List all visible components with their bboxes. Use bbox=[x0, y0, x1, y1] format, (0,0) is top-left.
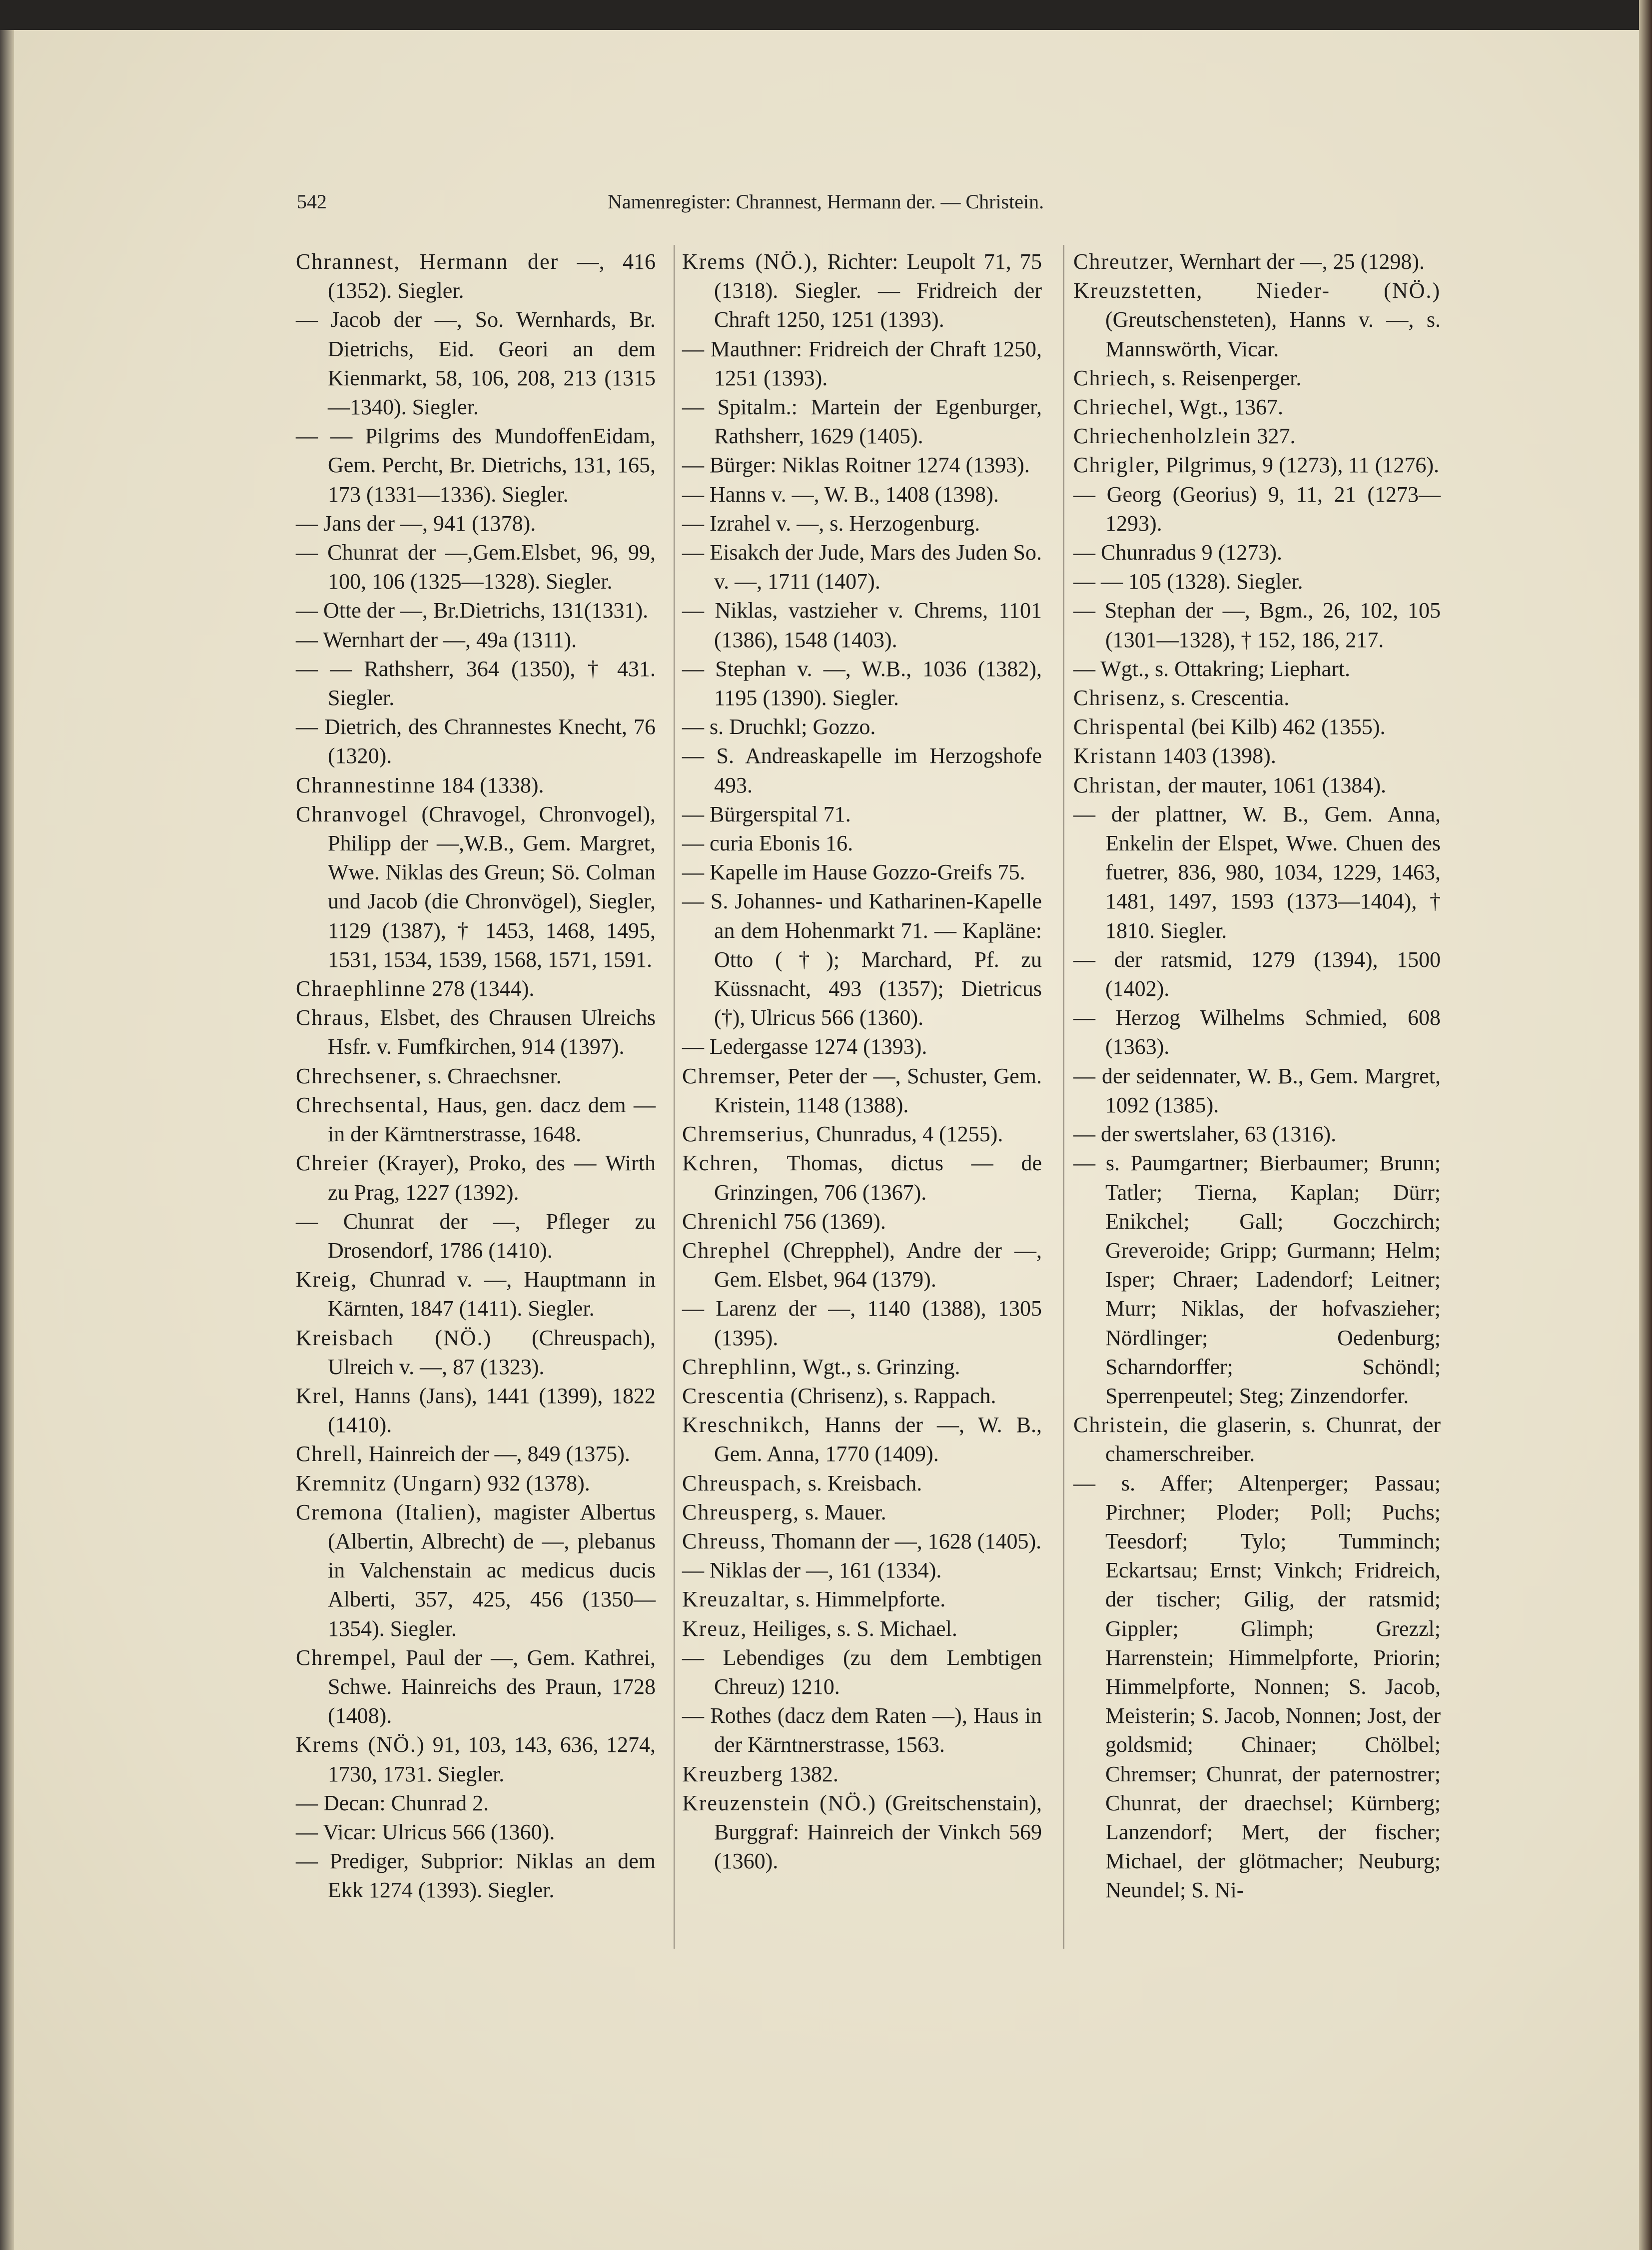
entry-text: — Chunrat der —, Pfleger zu Drosendorf, 1786 (1410). bbox=[296, 1209, 656, 1263]
entry-text: (Greitschenstain), Burggraf: Hainreich der Vinkch 569 (1360). bbox=[714, 1790, 1042, 1874]
entry-text: 756 (1369). bbox=[778, 1209, 886, 1234]
index-entry bbox=[296, 247, 656, 305]
entry-text: s. Reisenperger. bbox=[1156, 365, 1302, 390]
index-entry bbox=[296, 771, 656, 800]
index-entry bbox=[682, 742, 1042, 799]
entry-text: magister Albertus (Albertin, Albrecht) de —, plebanus in Valchenstain ac medicus ducis Alberti, 357, 425, 456 (1350—1354). Siegler. bbox=[328, 1500, 656, 1641]
index-entry bbox=[1073, 1411, 1441, 1469]
entry-text: Chunradus, 4 (1255). bbox=[811, 1122, 1003, 1147]
index-column-2 bbox=[682, 247, 1042, 1876]
entry-headword: Crescentia bbox=[682, 1383, 785, 1408]
entry-headword: Chriechenholzlein bbox=[1073, 424, 1252, 449]
index-entry bbox=[682, 1382, 1042, 1411]
entry-headword: Kchren, bbox=[682, 1151, 760, 1176]
entry-text: — Larenz der —, 1140 (1388), 1305 (1395). bbox=[682, 1296, 1042, 1350]
index-entry bbox=[1073, 596, 1441, 654]
index-entry bbox=[682, 1789, 1042, 1876]
entry-text: — Prediger, Subprior: Niklas an dem Ekk 1274 (1393). Siegler. bbox=[296, 1849, 656, 1903]
entry-text: Chunrad v. —, Hauptmann in Kärnten, 1847 (1411). Siegler. bbox=[328, 1267, 656, 1321]
index-entry bbox=[1073, 742, 1441, 770]
index-entry bbox=[296, 1382, 656, 1440]
entry-text: — Rothes (dacz dem Raten —), Haus in der Kärntnerstrasse, 1563. bbox=[682, 1703, 1042, 1757]
entry-headword: Kristann bbox=[1073, 744, 1157, 768]
scan-top-border bbox=[0, 0, 1652, 30]
entry-text: — Wgt., s. Ottakring; Liephart. bbox=[1073, 656, 1350, 681]
entry-text: Hanns (Jans), 1441 (1399), 1822 (1410). bbox=[328, 1383, 656, 1438]
index-entry bbox=[296, 1789, 656, 1818]
index-entry bbox=[296, 1730, 656, 1788]
index-entry bbox=[1073, 276, 1441, 364]
page-left-edge bbox=[0, 30, 14, 2250]
entry-text: s. Himmelpforte. bbox=[790, 1587, 946, 1612]
entry-text: — Herzog Wilhelms Schmied, 608 (1363). bbox=[1073, 1005, 1441, 1059]
index-entry bbox=[682, 509, 1042, 538]
entry-headword: Chremserius, bbox=[682, 1122, 811, 1147]
entry-headword: Chraus, bbox=[296, 1005, 371, 1030]
index-entry bbox=[1073, 1120, 1441, 1149]
index-entry bbox=[296, 655, 656, 713]
entry-text: 278 (1344). bbox=[426, 976, 535, 1001]
index-entry bbox=[682, 887, 1042, 1032]
entry-headword: Kreschnikch, bbox=[682, 1413, 811, 1438]
entry-headword: Chranvogel bbox=[296, 801, 409, 826]
index-entry bbox=[682, 1556, 1042, 1585]
entry-text: (Chravogel, Chronvogel), Philipp der —,W.B., Gem. Margret, Wwe. Niklas des Greun; Sö. Colman und Jacob (die Chronvögel), Siegler, 1129 (1387), † 1453, 1468, 1495, 1531, 1534, 1539, 1568, 1571, 1591. bbox=[328, 801, 656, 972]
entry-text: — Eisakch der Jude, Mars des Juden So. v. —, 1711 (1407). bbox=[682, 540, 1042, 594]
entry-text: — Otte der —, Br.Dietrichs, 131(1331). bbox=[296, 598, 649, 623]
index-entry bbox=[1073, 451, 1441, 480]
entry-text: — curia Ebonis 16. bbox=[682, 831, 853, 856]
entry-headword: Chrisenz, bbox=[1073, 686, 1166, 711]
entry-text: — Bürger: Niklas Roitner 1274 (1393). bbox=[682, 453, 1030, 478]
index-entry bbox=[296, 1847, 656, 1905]
index-entry bbox=[296, 1091, 656, 1149]
index-entry bbox=[682, 713, 1042, 742]
entry-text: — s. Paumgartner; Bierbaumer; Brunn; Tatler; Tierna, Kaplan; Dürr; Enikchel; Gall; Goczchirch; Greveroide; Gripp; Gurmann; Helm; Isper; Chraer; Ladendorf; Leitner; Murr; Niklas, der hofvaszieher; Nördlinger; Oedenburg; Scharndorffer; Schöndl; Sperrenpeutel; Steg; Zinzendorfer. bbox=[1073, 1151, 1441, 1408]
entry-text: — Hanns v. —, W. B., 1408 (1398). bbox=[682, 482, 999, 507]
index-entry bbox=[682, 1701, 1042, 1759]
entry-text: — Spitalm.: Martein der Egenburger, Rathsherr, 1629 (1405). bbox=[682, 395, 1042, 449]
entry-text: 1382. bbox=[783, 1761, 838, 1786]
index-entry bbox=[296, 800, 656, 974]
entry-text: Wgt., 1367. bbox=[1174, 395, 1284, 420]
entry-text: — Izrahel v. —, s. Herzogenburg. bbox=[682, 511, 980, 536]
entry-text: — s. Affer; Altenperger; Passau; Pirchner; Ploder; Poll; Puchs; Teesdorf; Tylo; Tumminch; Eckartsau; Ernst; Vinkch; Fridreich, der tischer; Gilig, der ratsmid; Gippler; Glimph; Grezzl; Harrenstein; Himmelpforte, Priorin; Himmelpforte, Nonnen; S. Jacob, Meisterin; S. Jacob, Nonnen; Jost, der goldsmid; Chinaer; Chölbel; Chremser; Chunrat, der paternostrer; Chunrat, der draechsel; Kürnberg; Lanzendorf; Mert, der fischer; Michael, der glötmacher; Neuburg; Neundel; S. Ni- bbox=[1073, 1471, 1441, 1903]
book-spine-edge bbox=[1639, 0, 1652, 2250]
index-entry bbox=[296, 538, 656, 596]
index-entry bbox=[682, 538, 1042, 596]
entry-text: Haus, gen. dacz dem — in der Kärntnerstrasse, 1648. bbox=[328, 1092, 656, 1147]
entry-text: — der ratsmid, 1279 (1394), 1500 (1402). bbox=[1073, 947, 1441, 1001]
index-entry bbox=[296, 1440, 656, 1469]
entry-headword: Chriechel, bbox=[1073, 395, 1175, 420]
entry-text: Wgt., s. Grinzing. bbox=[797, 1354, 960, 1379]
index-entry bbox=[1073, 1062, 1441, 1120]
index-entry bbox=[682, 1469, 1042, 1498]
entry-headword: Christein, bbox=[1073, 1413, 1170, 1438]
index-entry bbox=[1073, 655, 1441, 684]
index-entry bbox=[296, 1643, 656, 1731]
entry-headword: Chreuspach, bbox=[682, 1471, 803, 1496]
entry-text: — S. Johannes- und Katharinen-Kapelle an dem Hohenmarkt 71. — Kapläne: Otto (†); Marchard, Pf. zu Küssnacht, 493 (1357); Dietricus (†), Ulricus 566 (1360). bbox=[682, 889, 1042, 1030]
index-entry bbox=[296, 974, 656, 1003]
index-entry bbox=[296, 1003, 656, 1061]
index-entry bbox=[682, 1294, 1042, 1352]
index-entry bbox=[1073, 1003, 1441, 1061]
entry-headword: Kreisbach (NÖ.) bbox=[296, 1325, 492, 1350]
entry-text: — Kapelle im Hause Gozzo-Greifs 75. bbox=[682, 860, 1025, 885]
entry-text: — Georg (Georius) 9, 11, 21 (1273—1293). bbox=[1073, 482, 1441, 536]
entry-text: — S. Andreaskapelle im Herzogshofe 493. bbox=[682, 744, 1042, 797]
column-rule-1 bbox=[674, 245, 675, 1949]
entry-text: s. Crescentia. bbox=[1166, 686, 1290, 711]
index-entry bbox=[682, 1032, 1042, 1061]
index-entry bbox=[682, 335, 1042, 393]
index-entry bbox=[682, 829, 1042, 858]
entry-text: — der swertslaher, 63 (1316). bbox=[1073, 1122, 1337, 1147]
entry-text: — Stephan v. —, W.B., 1036 (1382), 1195 (1390). Siegler. bbox=[682, 656, 1042, 711]
entry-text: — Niklas, vastzieher v. Chrems, 1101 (1386), 1548 (1403). bbox=[682, 598, 1042, 652]
entry-headword: Chrispental bbox=[1073, 715, 1186, 740]
index-entry bbox=[682, 451, 1042, 480]
index-entry bbox=[1073, 684, 1441, 713]
entry-headword: Kreuz, bbox=[682, 1616, 748, 1641]
entry-headword: Chreutzer, bbox=[1073, 249, 1175, 274]
entry-text: (Krayer), Proko, des — Wirth zu Prag, 1227 (1392). bbox=[328, 1151, 656, 1205]
entry-text: Paul der —, Gem. Kathrei, Schwe. Hainreichs des Praun, 1728 (1408). bbox=[328, 1645, 656, 1728]
entry-text: (Chrepphel), Andre der —, Gem. Elsbet, 964 (1379). bbox=[714, 1238, 1042, 1292]
index-entry bbox=[682, 1498, 1042, 1527]
entry-text: (Chreuspach), Ulreich v. —, 87 (1323). bbox=[328, 1325, 656, 1379]
entry-text: — — Pilgrims des MundoffenEidam, Gem. Percht, Br. Dietrichs, 131, 165, 173 (1331—1336). Siegler. bbox=[296, 424, 656, 507]
running-header bbox=[297, 190, 1356, 220]
entry-text: — Bürgerspital 71. bbox=[682, 801, 851, 826]
entry-text: (Greutschensteten), Hanns v. —, s. Mannswörth, Vicar. bbox=[1105, 307, 1441, 361]
entry-text: — Jans der —, 941 (1378). bbox=[296, 511, 536, 536]
index-entry bbox=[682, 1527, 1042, 1556]
entry-text: — Stephan der —, Bgm., 26, 102, 105 (1301—1328), † 152, 186, 217. bbox=[1073, 598, 1441, 652]
index-entry bbox=[1073, 393, 1441, 422]
index-entry bbox=[682, 393, 1042, 451]
index-entry bbox=[682, 1411, 1042, 1469]
index-entry bbox=[682, 1062, 1042, 1120]
entry-text: — Mauthner: Fridreich der Chraft 1250, 1251 (1393). bbox=[682, 336, 1042, 390]
index-entry bbox=[682, 1353, 1042, 1382]
index-entry bbox=[682, 247, 1042, 335]
entry-text: 184 (1338). bbox=[436, 772, 544, 797]
index-entry bbox=[296, 422, 656, 509]
index-entry bbox=[296, 596, 656, 625]
entry-text: —, 416 (1352). Siegler. bbox=[328, 249, 656, 303]
index-entry bbox=[296, 1818, 656, 1847]
index-column-3 bbox=[1073, 247, 1441, 1905]
entry-headword: Kreuzenstein (NÖ.) bbox=[682, 1790, 876, 1815]
entry-headword: Chraephlinne bbox=[296, 976, 427, 1001]
entry-text: Peter der —, Schuster, Gem. Kristein, 1148 (1388). bbox=[714, 1063, 1042, 1117]
index-column-1 bbox=[296, 247, 656, 1905]
entry-text: Heiliges, s. S. Michael. bbox=[747, 1616, 957, 1641]
entry-headword: Chrannestinne bbox=[296, 772, 436, 797]
index-entry bbox=[1073, 480, 1441, 538]
entry-headword: Krems (NÖ.), bbox=[682, 249, 819, 274]
running-head-title: Namenregister: Chrannest, Hermann der. — Christein. bbox=[608, 190, 1044, 213]
index-entry bbox=[296, 305, 656, 422]
index-entry bbox=[682, 596, 1042, 654]
entry-text: s. Mauer. bbox=[800, 1500, 886, 1524]
entry-headword: Chreier bbox=[296, 1151, 369, 1176]
entry-headword: Chrechsener, bbox=[296, 1063, 423, 1088]
entry-headword: Kreig, bbox=[296, 1267, 358, 1292]
index-entry bbox=[682, 1614, 1042, 1643]
index-entry bbox=[682, 1760, 1042, 1789]
index-entry bbox=[682, 1120, 1042, 1149]
entry-text: Thomann der —, 1628 (1405). bbox=[766, 1528, 1042, 1553]
index-entry bbox=[1073, 713, 1441, 742]
entry-text: die glaserin, s. Chunrat, der chamerschreiber. bbox=[1105, 1413, 1441, 1467]
entry-headword: Krel, bbox=[296, 1383, 346, 1408]
index-entry bbox=[682, 858, 1042, 887]
entry-text: — Lebendiges (zu dem Lembtigen Chreuz) 1210. bbox=[682, 1645, 1042, 1699]
index-entry bbox=[296, 713, 656, 770]
entry-headword: Cremona (Italien), bbox=[296, 1500, 483, 1524]
entry-text: Thomas, dictus — de Grinzingen, 706 (1367). bbox=[714, 1151, 1042, 1205]
entry-text: Pilgrimus, 9 (1273), 11 (1276). bbox=[1160, 453, 1439, 478]
index-entry bbox=[296, 1062, 656, 1091]
index-entry bbox=[296, 1149, 656, 1207]
entry-text: — Ledergasse 1274 (1393). bbox=[682, 1034, 927, 1059]
entry-headword: Chriech, bbox=[1073, 365, 1157, 390]
entry-text: — Niklas der —, 161 (1334). bbox=[682, 1558, 942, 1583]
index-entry bbox=[682, 655, 1042, 713]
index-entry bbox=[1073, 422, 1441, 451]
entry-headword: Chrephel bbox=[682, 1238, 771, 1263]
entry-text: Wernhart der —, 25 (1298). bbox=[1174, 249, 1425, 274]
index-entry bbox=[682, 480, 1042, 509]
column-rule-2 bbox=[1063, 245, 1064, 1949]
entry-headword: Chrigler, bbox=[1073, 453, 1160, 478]
entry-headword: Chrephlinn, bbox=[682, 1354, 798, 1379]
entry-headword: Kreuzaltar, bbox=[682, 1587, 791, 1612]
entry-text: 1403 (1398). bbox=[1157, 744, 1276, 768]
entry-text: — der seidennater, W. B., Gem. Margret, 1092 (1385). bbox=[1073, 1063, 1441, 1117]
entry-text: (Chrisenz), s. Rappach. bbox=[785, 1383, 996, 1408]
entry-headword: Chrannest, Hermann der bbox=[296, 249, 559, 274]
entry-text: 932 (1378). bbox=[482, 1471, 590, 1496]
entry-text: s. Kreisbach. bbox=[802, 1471, 922, 1496]
entry-headword: Kreuzberg bbox=[682, 1761, 784, 1786]
index-entry bbox=[682, 1149, 1042, 1207]
index-entry bbox=[1073, 1149, 1441, 1411]
entry-headword: Christan, bbox=[1073, 772, 1163, 797]
index-entry bbox=[682, 1207, 1042, 1236]
entry-text: der mauter, 1061 (1384). bbox=[1162, 772, 1386, 797]
index-entry bbox=[296, 1498, 656, 1643]
index-entry bbox=[1073, 800, 1441, 945]
index-entry bbox=[296, 1207, 656, 1265]
index-entry bbox=[1073, 538, 1441, 567]
entry-text: — Chunrat der —,Gem.Elsbet, 96, 99, 100, 106 (1325—1328). Siegler. bbox=[296, 540, 656, 594]
entry-text: Hanns der —, W. B., Gem. Anna, 1770 (1409). bbox=[714, 1413, 1042, 1467]
entry-text: Richter: Leupolt 71, 75 (1318). Siegler. — Fridreich der Chraft 1250, 1251 (1393). bbox=[714, 249, 1042, 332]
index-entry bbox=[682, 800, 1042, 829]
entry-text: s. Chraechsner. bbox=[422, 1063, 562, 1088]
entry-text: — Vicar: Ulricus 566 (1360). bbox=[296, 1819, 555, 1844]
entry-text: Elsbet, des Chrausen Ulreichs Hsfr. v. Fumfkirchen, 914 (1397). bbox=[328, 1005, 656, 1059]
index-entry bbox=[1073, 771, 1441, 800]
entry-text: — Wernhart der —, 49a (1311). bbox=[296, 627, 577, 652]
entry-text: 327. bbox=[1251, 424, 1296, 449]
entry-text: — — 105 (1328). Siegler. bbox=[1073, 569, 1303, 594]
entry-text: — — Rathsherr, 364 (1350), † 431. Siegler. bbox=[296, 656, 656, 711]
entry-text: 91, 103, 143, 636, 1274, 1730, 1731. Siegler. bbox=[328, 1732, 656, 1786]
entry-headword: Chremser, bbox=[682, 1063, 782, 1088]
index-entry bbox=[296, 1324, 656, 1382]
index-entry bbox=[1073, 247, 1441, 276]
index-entry bbox=[682, 1236, 1042, 1294]
index-entry bbox=[682, 1585, 1042, 1614]
entry-text: — s. Druchkl; Gozzo. bbox=[682, 715, 876, 740]
entry-headword: Krems (NÖ.) bbox=[296, 1732, 425, 1757]
index-entry bbox=[682, 1643, 1042, 1701]
entry-text: — Chunradus 9 (1273). bbox=[1073, 540, 1282, 565]
index-entry bbox=[1073, 567, 1441, 596]
entry-text: — Dietrich, des Chrannestes Knecht, 76 (1320). bbox=[296, 715, 656, 768]
entry-text: — der plattner, W. B., Gem. Anna, Enkelin der Elspet, Wwe. Chuen des fuetrer, 836, 980, 1034, 1229, 1463, 1481, 1497, 1593 (1373—1404), † 1810. Siegler. bbox=[1073, 801, 1441, 943]
entry-headword: Kremnitz (Ungarn) bbox=[296, 1471, 482, 1496]
index-entry bbox=[1073, 364, 1441, 393]
entry-text: — Decan: Chunrad 2. bbox=[296, 1790, 489, 1815]
index-entry bbox=[296, 626, 656, 655]
page-number: 542 bbox=[297, 190, 327, 213]
entry-headword: Chrechsental, bbox=[296, 1092, 429, 1117]
index-entry bbox=[1073, 1469, 1441, 1905]
entry-headword: Chrempel, bbox=[296, 1645, 397, 1670]
entry-headword: Chreuss, bbox=[682, 1528, 767, 1553]
entry-text: (bei Kilb) 462 (1355). bbox=[1185, 715, 1386, 740]
index-entry bbox=[296, 1469, 656, 1498]
entry-headword: Chreusperg, bbox=[682, 1500, 800, 1524]
entry-text: — Jacob der —, So. Wernhards, Br. Dietrichs, Eid. Geori an dem Kienmarkt, 58, 106, 208, 213 (1315—1340). Siegler. bbox=[296, 307, 656, 420]
index-entry bbox=[296, 1265, 656, 1323]
index-entry bbox=[296, 509, 656, 538]
entry-headword: Chrenichl bbox=[682, 1209, 778, 1234]
entry-headword: Chrell, bbox=[296, 1442, 363, 1467]
entry-headword: Kreuzstetten, Nieder- (NÖ.) bbox=[1073, 278, 1441, 303]
entry-text: Hainreich der —, 849 (1375). bbox=[363, 1442, 630, 1467]
index-entry bbox=[1073, 945, 1441, 1003]
